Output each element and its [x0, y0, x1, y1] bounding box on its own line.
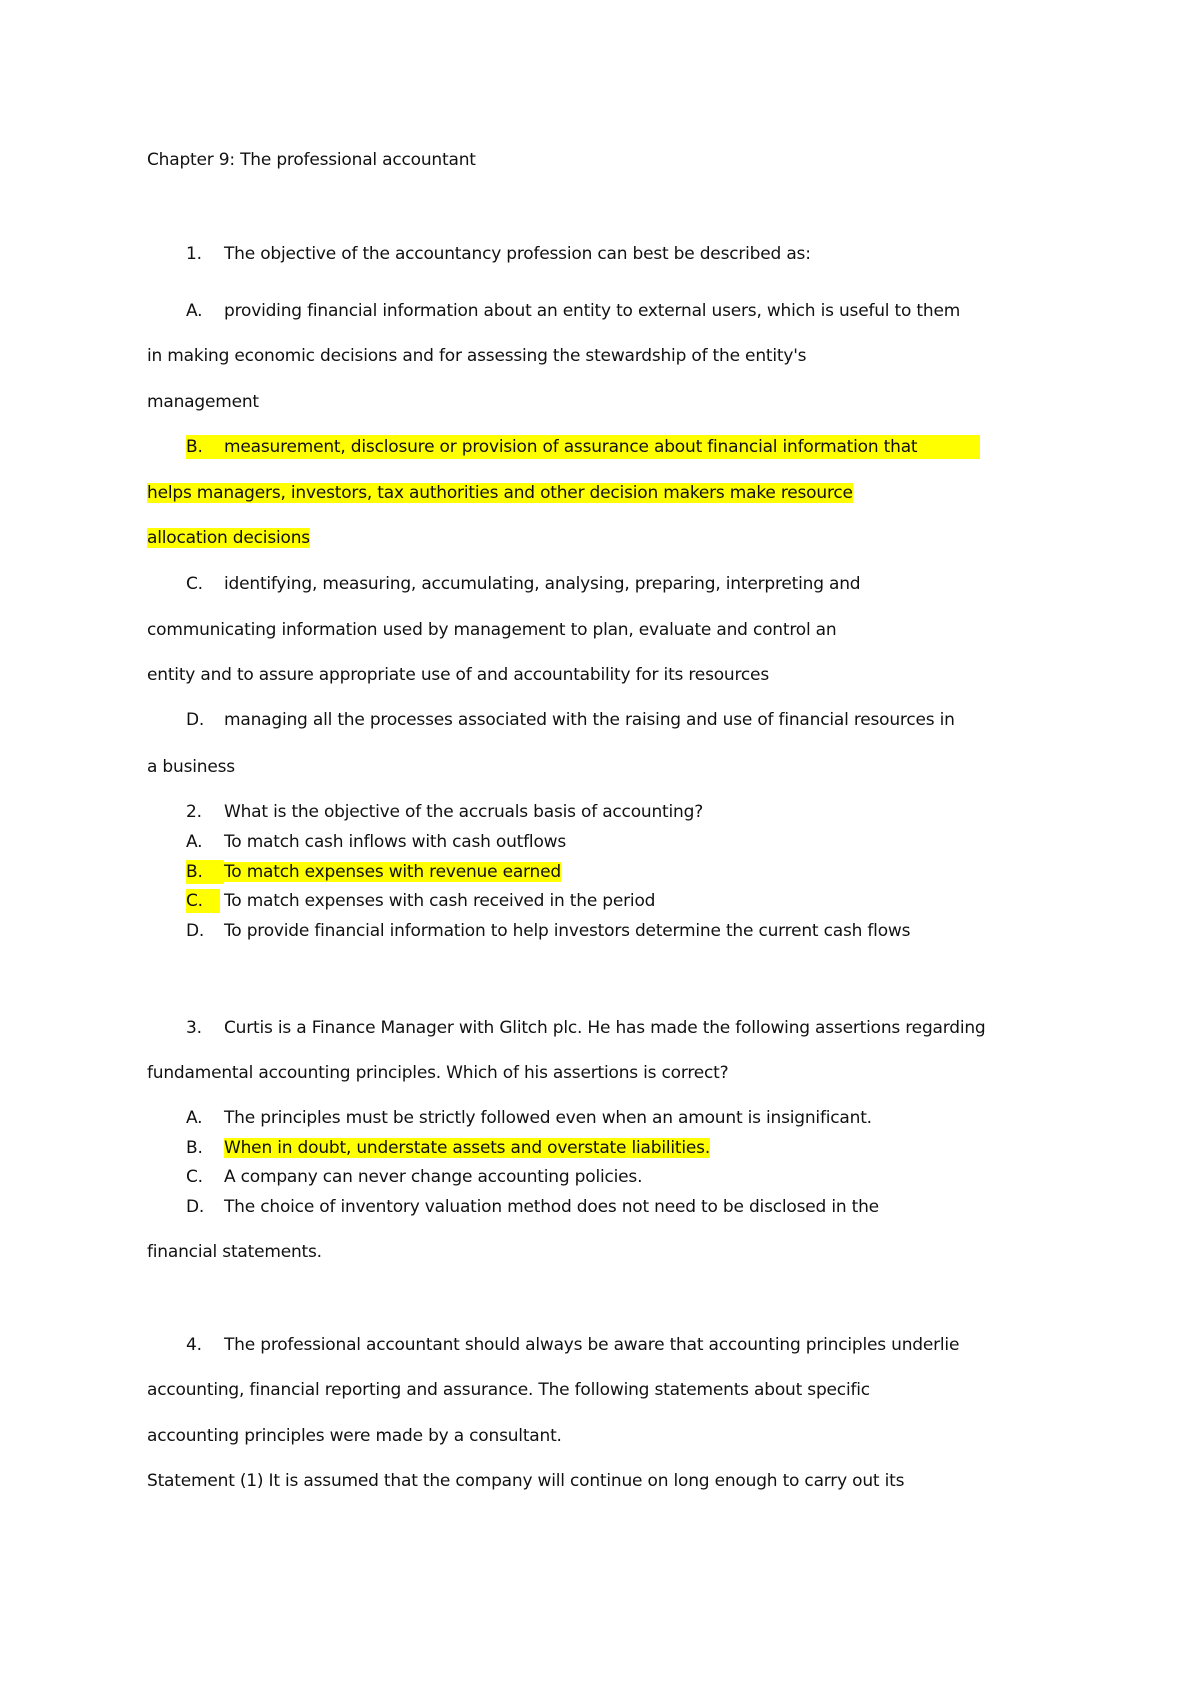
q3-option-d-line2: financial statements.	[147, 1242, 322, 1262]
q1-option-b-line2	[147, 481, 853, 505]
option-text: To match expenses with cash received in the period	[224, 891, 656, 911]
option-marker: D.	[186, 1197, 205, 1217]
option-text: measurement, disclosure or provision of assurance about financial information that	[224, 437, 918, 457]
q1-option-a	[186, 299, 960, 323]
option-text: To match cash inflows with cash outflows	[224, 832, 567, 852]
option-text: The principles must be strictly followed even when an amount is insignificant.	[224, 1108, 872, 1128]
question-number: 2.	[186, 802, 202, 822]
highlighted-text: helps managers, investors, tax authorities and other decision makers make resource	[147, 483, 853, 503]
option-text: identifying, measuring, accumulating, analysing, preparing, interpreting and	[224, 574, 861, 594]
question-3	[186, 1016, 986, 1040]
q1-option-c-line3: entity and to assure appropriate use of and accountability for its resources	[147, 665, 769, 685]
question-4-line3: accounting principles were made by a consultant.	[147, 1426, 562, 1446]
highlighted-text: allocation decisions	[147, 528, 310, 548]
option-text: managing all the processes associated with the raising and use of financial resources in	[224, 710, 955, 730]
question-2	[186, 800, 703, 824]
q1-option-a-line3: management	[147, 392, 259, 412]
option-text: To provide financial information to help investors determine the current cash flows	[224, 921, 911, 941]
q1-option-c	[186, 572, 860, 596]
statement-1: Statement (1) It is assumed that the company will continue on long enough to carry out its	[147, 1471, 905, 1491]
question-4-line2: accounting, financial reporting and assurance. The following statements about specific	[147, 1380, 870, 1400]
option-text: providing financial information about an entity to external users, which is useful to them	[224, 301, 961, 321]
question-1	[186, 242, 811, 266]
option-text: A company can never change accounting policies.	[224, 1167, 643, 1187]
option-marker: D.	[186, 921, 205, 941]
q3-option-c	[186, 1165, 642, 1189]
option-marker: A.	[186, 301, 203, 321]
q2-option-b	[186, 860, 561, 884]
option-marker: A.	[186, 1108, 203, 1128]
question-number: 1.	[186, 244, 202, 264]
q3-option-d	[186, 1195, 879, 1219]
q1-option-a-line2: in making economic decisions and for assessing the stewardship of the entity's	[147, 346, 807, 366]
option-marker: D.	[186, 710, 205, 730]
question-text: What is the objective of the accruals basis of accounting?	[224, 802, 704, 822]
option-marker: B.	[186, 437, 203, 457]
q1-option-d	[186, 708, 955, 732]
q2-option-d	[186, 919, 910, 943]
question-text: Curtis is a Finance Manager with Glitch plc. He has made the following assertions regarding	[224, 1018, 986, 1038]
option-marker: C.	[186, 1167, 203, 1187]
chapter-title: Chapter 9: The professional accountant	[147, 150, 476, 170]
q2-option-c	[186, 889, 655, 913]
option-text: To match expenses with revenue earned	[224, 862, 561, 882]
q3-option-a	[186, 1106, 872, 1130]
q2-option-a	[186, 830, 566, 854]
option-marker: C.	[186, 574, 203, 594]
option-marker: A.	[186, 832, 203, 852]
option-marker: B.	[186, 860, 224, 884]
question-text: The professional accountant should always be aware that accounting principles underlie	[224, 1335, 960, 1355]
option-text: The choice of inventory valuation method does not need to be disclosed in the	[224, 1197, 879, 1217]
question-number: 4.	[186, 1335, 202, 1355]
question-text: The objective of the accountancy profession can best be described as:	[224, 244, 811, 264]
option-marker: B.	[186, 1138, 203, 1158]
question-3-line2: fundamental accounting principles. Which of his assertions is correct?	[147, 1063, 729, 1083]
option-text: When in doubt, understate assets and overstate liabilities.	[224, 1138, 711, 1158]
question-4	[186, 1333, 959, 1357]
q1-option-d-line2: a business	[147, 757, 235, 777]
q1-option-b	[186, 435, 980, 459]
question-number: 3.	[186, 1018, 202, 1038]
q3-option-b	[186, 1136, 710, 1160]
q1-option-c-line2: communicating information used by management to plan, evaluate and control an	[147, 620, 837, 640]
q1-option-b-line3	[147, 526, 310, 550]
option-marker: C.	[186, 889, 220, 913]
